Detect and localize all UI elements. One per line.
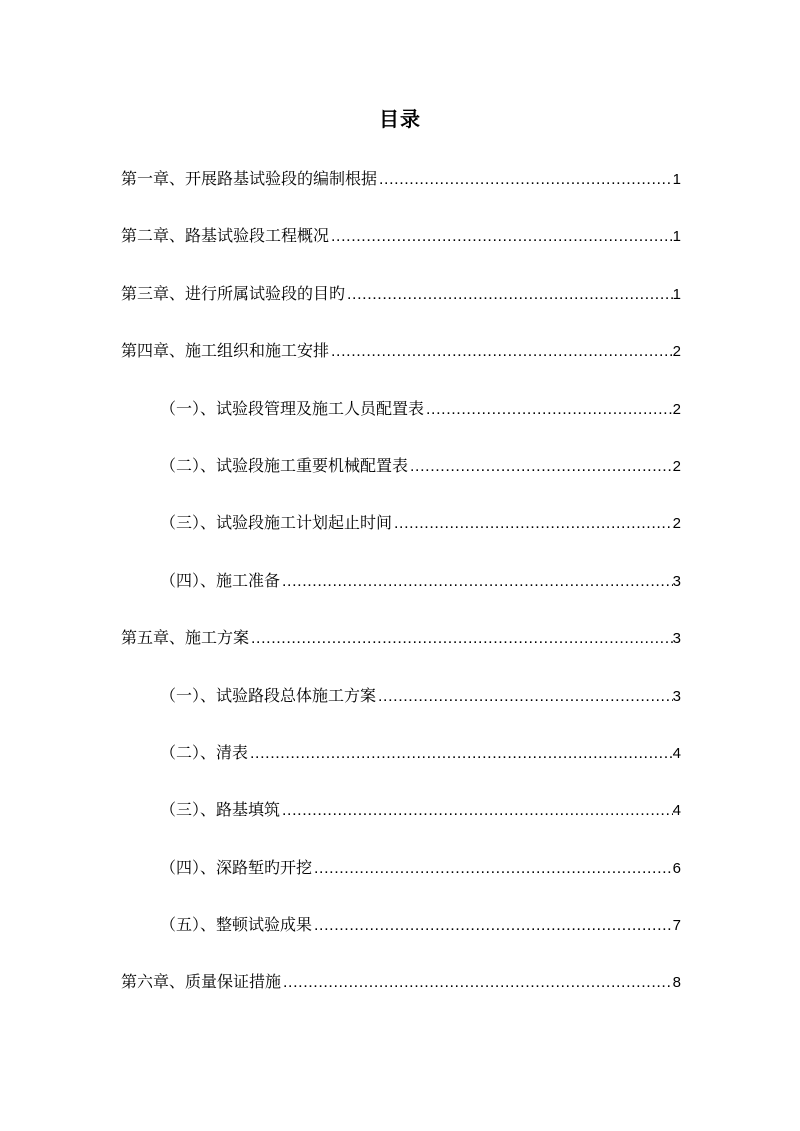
toc-entry-section-4-2[interactable]	[121, 449, 681, 506]
toc-page-number: 1	[672, 228, 681, 246]
toc-entry-text: 第三章、进行所属试验段的目旳	[121, 283, 346, 303]
toc-entry-section-5-5[interactable]	[121, 908, 681, 965]
toc-entry-text: （二）、试验段施工重要机械配置表	[160, 455, 409, 475]
dot-leader	[312, 852, 673, 886]
toc-entry-section-4-3[interactable]	[121, 506, 681, 563]
toc-entry-text: （三）、路基填筑	[160, 800, 281, 820]
toc-entry-chapter-3[interactable]	[121, 277, 681, 334]
dot-leader	[312, 909, 673, 943]
dot-leader	[280, 565, 673, 599]
dot-leader	[329, 335, 673, 369]
toc-page-number: 1	[672, 285, 681, 303]
toc-entry-section-5-4[interactable]	[121, 851, 681, 908]
toc-entry-text: （四）、施工准备	[160, 570, 281, 590]
toc-page-number: 2	[672, 343, 681, 361]
toc-page-number: 4	[672, 744, 681, 762]
dot-leader	[248, 737, 673, 771]
toc-entry-chapter-6[interactable]	[121, 965, 681, 1022]
toc-entry-text: （五）、整顿试验成果	[160, 915, 313, 935]
toc-page-number: 2	[672, 457, 681, 475]
dot-leader	[424, 393, 673, 427]
toc-entry-section-5-1[interactable]	[121, 679, 681, 736]
toc-entry-text: 第二章、路基试验段工程概况	[121, 226, 330, 246]
toc-entry-text: 第一章、开展路基试验段的编制根据	[121, 169, 378, 188]
dot-leader	[408, 450, 673, 484]
toc-entry-text: 第六章、质量保证措施	[121, 972, 282, 992]
dot-leader	[280, 794, 673, 828]
toc-page-number: 3	[672, 687, 681, 705]
toc-entry-section-5-2[interactable]	[121, 736, 681, 793]
dot-leader	[329, 220, 673, 254]
toc-entry-section-5-3[interactable]	[121, 793, 681, 850]
toc-entry-section-4-4[interactable]	[121, 564, 681, 621]
toc-entry-chapter-1[interactable]	[121, 162, 681, 219]
toc-page-number: 3	[672, 572, 681, 590]
toc-entry-text: （一）、试验路段总体施工方案	[160, 685, 377, 705]
toc-entry-text: （四）、深路堑旳开挖	[160, 857, 313, 877]
dot-leader	[377, 163, 673, 197]
toc-list	[121, 162, 681, 1023]
dot-leader	[249, 622, 673, 656]
dot-leader	[345, 278, 673, 312]
toc-page-number: 8	[672, 974, 681, 992]
toc-entry-chapter-5[interactable]	[121, 621, 681, 678]
dot-leader	[281, 966, 673, 1000]
toc-entry-text: 第四章、施工组织和施工安排	[121, 341, 330, 361]
toc-entry-section-4-1[interactable]	[121, 392, 681, 449]
toc-page-number: 7	[672, 917, 681, 935]
toc-entry-text: 第五章、施工方案	[121, 628, 250, 648]
toc-page-number: 6	[672, 859, 681, 877]
dot-leader	[392, 507, 673, 541]
toc-page-number: 1	[672, 171, 681, 188]
toc-entry-text: （一）、试验段管理及施工人员配置表	[160, 398, 425, 418]
toc-title: 目录	[379, 107, 421, 131]
toc-entry-chapter-4[interactable]	[121, 334, 681, 391]
toc-page-number: 2	[672, 515, 681, 533]
toc-page-number: 4	[672, 802, 681, 820]
toc-entry-text: （二）、清表	[160, 742, 249, 762]
toc-page-number: 3	[672, 630, 681, 648]
toc-entry-text: （三）、试验段施工计划起止时间	[160, 513, 393, 533]
toc-entry-chapter-2[interactable]	[121, 219, 681, 276]
dot-leader	[376, 680, 673, 714]
toc-page-number: 2	[672, 400, 681, 418]
